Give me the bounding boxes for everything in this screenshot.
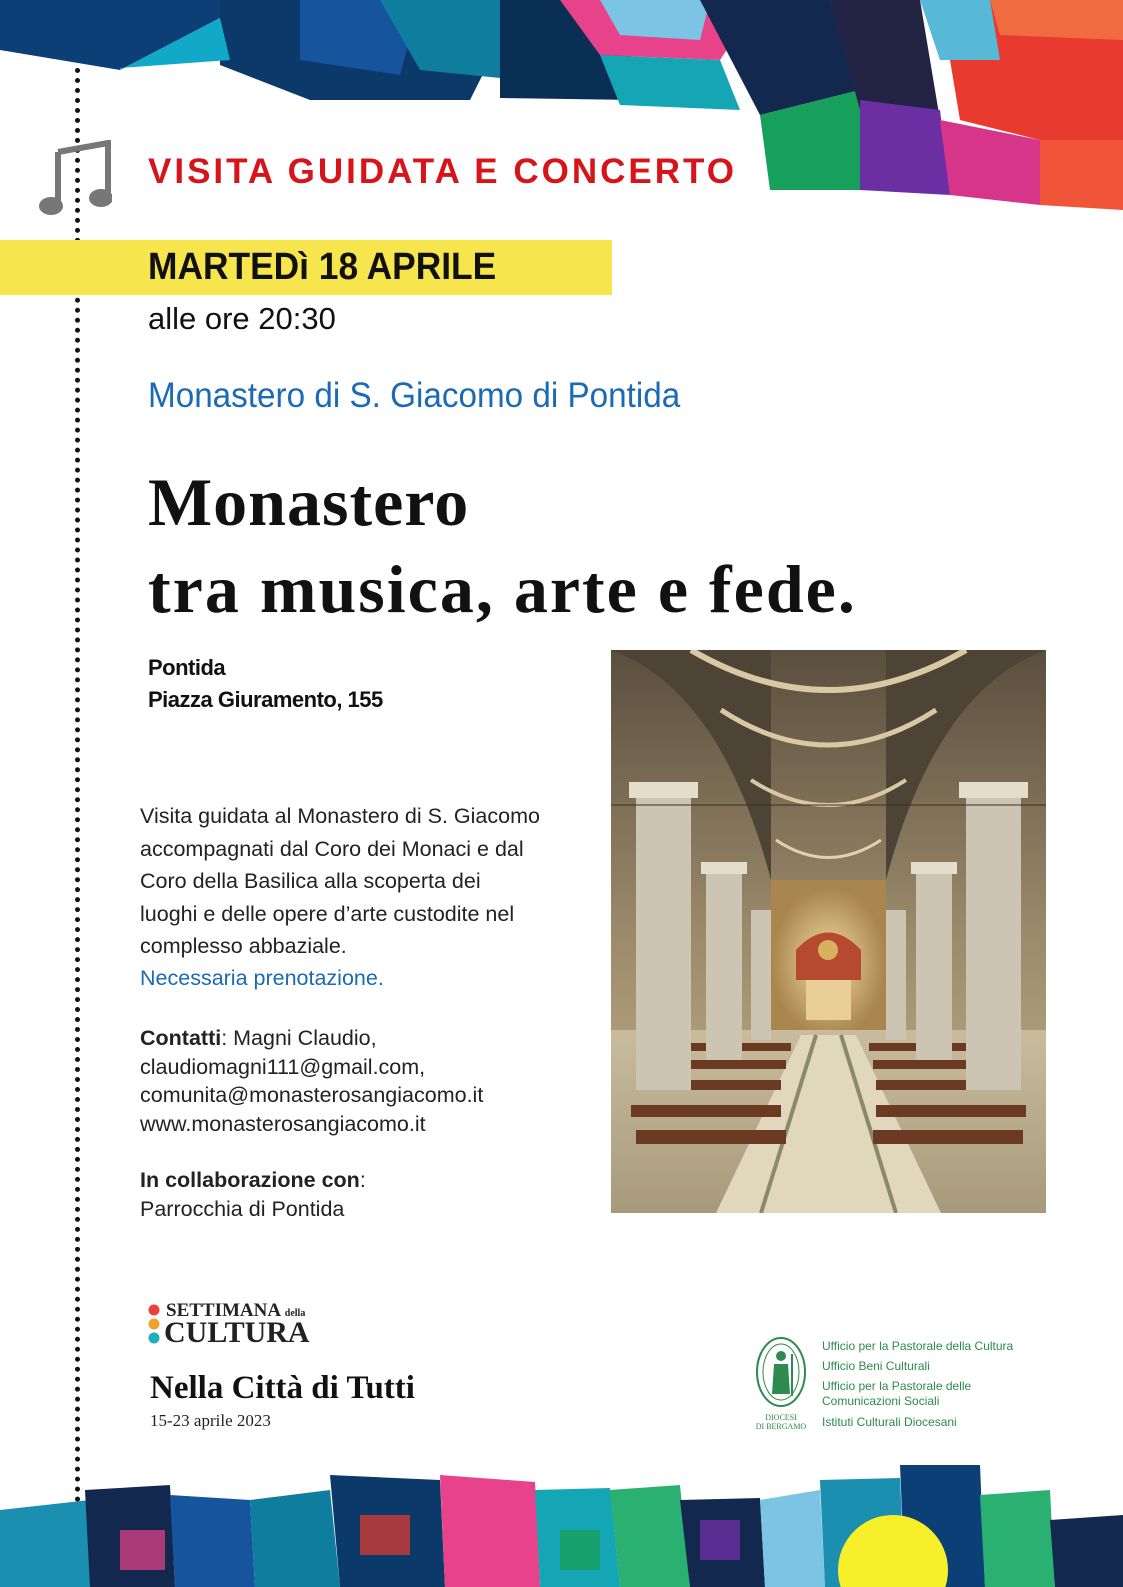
description-line: Visita guidata al Monastero di S. Giacomo [140,804,540,828]
office-item: Comunicazioni Sociali [822,1394,940,1408]
diocese-offices [822,1339,1013,1435]
bottom-collage-decoration [0,1460,1123,1587]
event-date: MARTEDì 18 APRILE [148,246,497,288]
logo-della: della [284,1308,306,1319]
settimana-cultura-logo [148,1300,338,1350]
event-title-line2: tra musica, arte e fede. [148,551,857,627]
contact-website[interactable]: www.monasterosangiacomo.it [140,1111,426,1136]
collaboration-colon: : [359,1168,366,1192]
contact-email-1[interactable]: claudiomagni111@gmail.com, [140,1054,426,1079]
description-line: accompagnati dal Coro dei Monaci e dal [140,836,524,861]
event-description [140,800,585,963]
collaboration-block [140,1166,366,1223]
contacts-block [140,1024,483,1138]
festival-dates: 15-23 aprile 2023 [150,1411,271,1430]
diocese-seal-logo [752,1336,810,1432]
collaboration-label: In collaborazione con [140,1168,360,1192]
event-title-line1: Monastero [148,464,470,540]
description-line: complesso abbaziale. [140,934,347,958]
church-interior-photo [611,650,1046,1213]
music-note-icon [38,140,112,216]
contact-email-2[interactable]: comunita@monasterosangiacomo.it [140,1083,484,1107]
event-kicker: VISITA GUIDATA E CONCERTO [148,152,737,191]
office-item: Ufficio per la Pastorale delle [822,1379,972,1393]
office-item: Istituti Culturali Diocesani [822,1415,957,1429]
logo-bottom-word: CULTURA [164,1316,310,1349]
office-item: Ufficio per la Pastorale della Cultura [822,1339,1014,1353]
svg-text:DIOCESI: DIOCESI [765,1413,797,1422]
contact-name: : Magni Claudio, [221,1026,377,1050]
svg-text:DI BERGAMO: DI BERGAMO [755,1422,807,1431]
event-venue: Monastero di S. Giacomo di Pontida [148,376,681,415]
description-line: luoghi e delle opere d’arte custodite nel [140,901,515,926]
booking-note: Necessaria prenotazione. [140,966,384,990]
event-time: alle ore 20:30 [148,301,336,336]
address-town: Pontida [148,655,226,680]
collaboration-partner: Parrocchia di Pontida [140,1196,345,1221]
office-item: Ufficio Beni Culturali [822,1359,930,1373]
logo-top-word: SETTIMANA [166,1300,281,1321]
contacts-label: Contatti [140,1026,222,1050]
description-line: Coro della Basilica alla scoperta dei [140,869,481,893]
festival-subtitle: Nella Città di Tutti [150,1370,415,1406]
address-street: Piazza Giuramento, 155 [148,687,383,712]
